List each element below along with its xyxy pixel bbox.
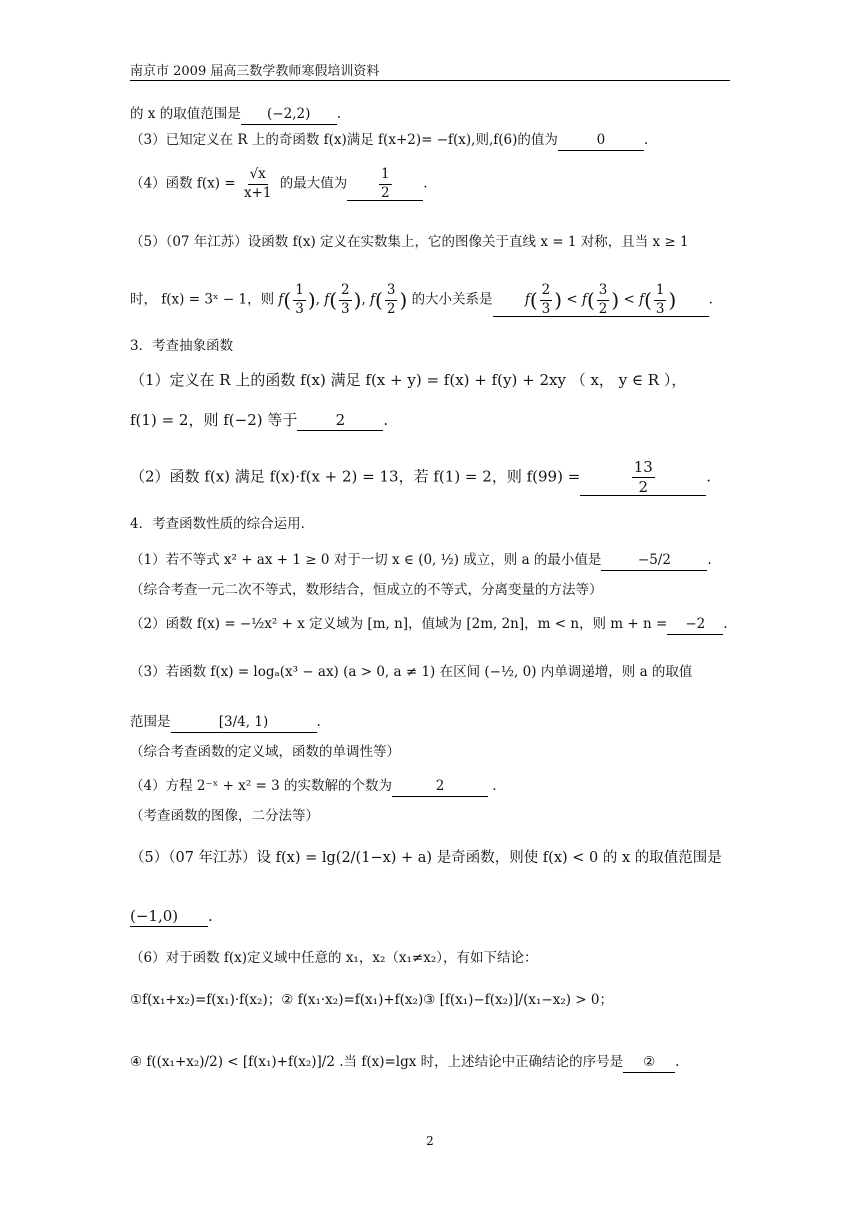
text: （4）方程 2⁻ˣ + x² = 3 的实数解的个数为 [130,778,393,794]
text: f(1) = 2，则 f(−2) 等于 [130,411,298,429]
line-domain-range: （2）函数 f(x) = −½x² + x 定义域为 [m, n]，值域为 [2m, 2n]，m < n，则 m + n = −2 . [130,614,730,635]
answer-blank: (−1,0) [130,906,208,927]
line-range: 的 x 的取值范围是 (−2,2) . [130,104,730,125]
text: （5）（07 年江苏）设 f(x) = lg(2/(1−x) + a) 是奇函数，则使 f(x) < 0 的 x 的取值范围是 [130,850,722,866]
answer-blank: (−2,2) [241,104,337,125]
section-3-heading: 3．考查抽象函数 [130,338,234,354]
answer-blank: f( $\frac{2}{3}$ ) < f( $\frac{3}{2}$ ) < f( $\frac{1}{3}$ ) [493,284,709,317]
fraction [242,168,274,200]
section-4-heading: 4．考查函数性质的综合运用． [130,516,315,532]
answer-fraction [379,168,392,200]
text: ④ f((x₁+x₂)/2) < [f(x₁)+f(x₂)]/2 .当 f(x)=lgx 时，上述结论中正确结论的序号是 [130,1054,624,1070]
line-conclusions-intro: （6）对于函数 f(x)定义域中任意的 x₁，x₂（x₁≠x₂），有如下结论： [130,950,538,966]
line-odd-lg [130,848,730,868]
answer-blank: 2 [392,776,488,797]
page-number: 2 [426,1134,434,1148]
text: （1）定义在 R 上的函数 f(x) 满足 f(x + y) = f(x) + f(y) + 2xy （ x， y ∈ R ）， [130,371,687,389]
text: 时， f(x) = 3ˣ − 1，则 [130,291,275,308]
answer-blank: 0 [558,130,644,151]
text: （3）若函数 f(x) = logₐ(x³ − ax) (a > 0, a ≠ 1) 在区间 (−½, 0) 内单调递增，则 a 的取值 [130,664,693,680]
answer-blank: 2 [297,410,383,431]
header-rule [130,80,730,81]
line-odd-function: （3）已知定义在 R 上的奇函数 f(x)满足 f(x+2)= −f(x),则,f(6)的值为 0 . [130,130,730,151]
line-note-3: （考查函数的图像，二分法等） [130,808,319,824]
answer-blank: [3/4, 1) [171,712,317,733]
line-note-2: （综合考查函数的定义域，函数的单调性等） [130,744,400,760]
numerator: 1 [379,168,392,185]
answer-blank: −5/2 [601,550,707,571]
answer-blank: −2 [667,614,723,635]
answer-fraction [632,460,655,495]
line-abstract-1 [130,370,730,390]
answer-blank: ② [623,1052,675,1073]
text: 的大小关系是 [411,291,493,308]
text: 的 x 的取值范围是 [130,106,241,122]
denominator: 2 [638,478,649,496]
line-log-monotone [130,662,730,682]
line-conclusion-4: ④ f((x₁+x₂)/2) < [f(x₁)+f(x₂)]/2 .当 f(x)=lgx 时，上述结论中正确结论的序号是 ② . [130,1052,730,1073]
text: （4）函数 f(x) = [130,175,236,192]
text: （3）已知定义在 R 上的奇函数 f(x)满足 f(x+2)= −f(x),则,f(6)的值为 [130,132,558,148]
line-note-1: （综合考查一元二次不等式，数形结合，恒成立的不等式，分离变量的方法等） [130,582,603,598]
line-equation-roots: （4）方程 2⁻ˣ + x² = 3 的实数解的个数为 2 . [130,776,730,797]
line-log-range: 范围是 [3/4, 1) . [130,712,730,733]
answer-blank [347,168,423,201]
line-max-value: （4）函数 f(x) = $\frac{√x}{x+1}$ 的最大值为 $\frac{1}{2}$ . [130,166,428,201]
page-header: 南京市 2009 届高三数学教师寒假培训资料 [130,64,380,79]
line-odd-lg-answer: (−1,0) . [130,907,213,925]
line-abstract-3: （2）函数 f(x) 满足 f(x)·f(x + 2) = 13，若 f(1) = 2，则 f(99) = $\frac{13}{2}$ . [130,458,712,496]
text: （5）（07 年江苏）设函数 f(x) 定义在实数集上，它的图像关于直线 x = 1 对称，且当 x ≥ 1 [130,234,689,250]
line-jiangsu-1 [130,232,730,252]
text: （1）若不等式 x² + ax + 1 ≥ 0 对于一切 x ∈ (0, ½) 成立，则 a 的最小值是 [130,552,602,568]
numerator: 13 [633,458,653,476]
denominator: x+1 [243,184,272,201]
line-abstract-2: f(1) = 2，则 f(−2) 等于 2 . [130,411,389,429]
line-jiangsu-2: 时， f(x) = 3ˣ − 1，则 f( $\frac{1}{3}$ ), f( $\frac{2}{3}$ ), f( $\frac{3}{2}$ ) 的大小关系是 f( $\frac{2}{3}$ ) < f( $\frac{3}{2}$ ) < f( $\frac{1}{3}$ ) . [130,282,713,317]
answer-blank [580,460,706,496]
numerator: √x [248,168,268,185]
text: （2）函数 f(x) = −½x² + x 定义域为 [m, n]，值域为 [2m, 2n]，m < n，则 m + n = [130,616,668,632]
line-inequality: （1）若不等式 x² + ax + 1 ≥ 0 对于一切 x ∈ (0, ½) 成立，则 a 的最小值是 −5/2 . [130,550,730,571]
line-conclusions-1-3: ①f(x₁+x₂)=f(x₁)·f(x₂)；② f(x₁·x₂)=f(x₁)+f(x₂)③ [f(x₁)−f(x₂)]/(x₁−x₂) > 0； [130,992,613,1008]
text: （2）函数 f(x) 满足 f(x)·f(x + 2) = 13，若 f(1) = 2，则 f(99) = [130,467,581,486]
text: 范围是 [130,714,171,730]
denominator: 2 [380,184,390,201]
text: 的最大值为 [279,175,348,192]
